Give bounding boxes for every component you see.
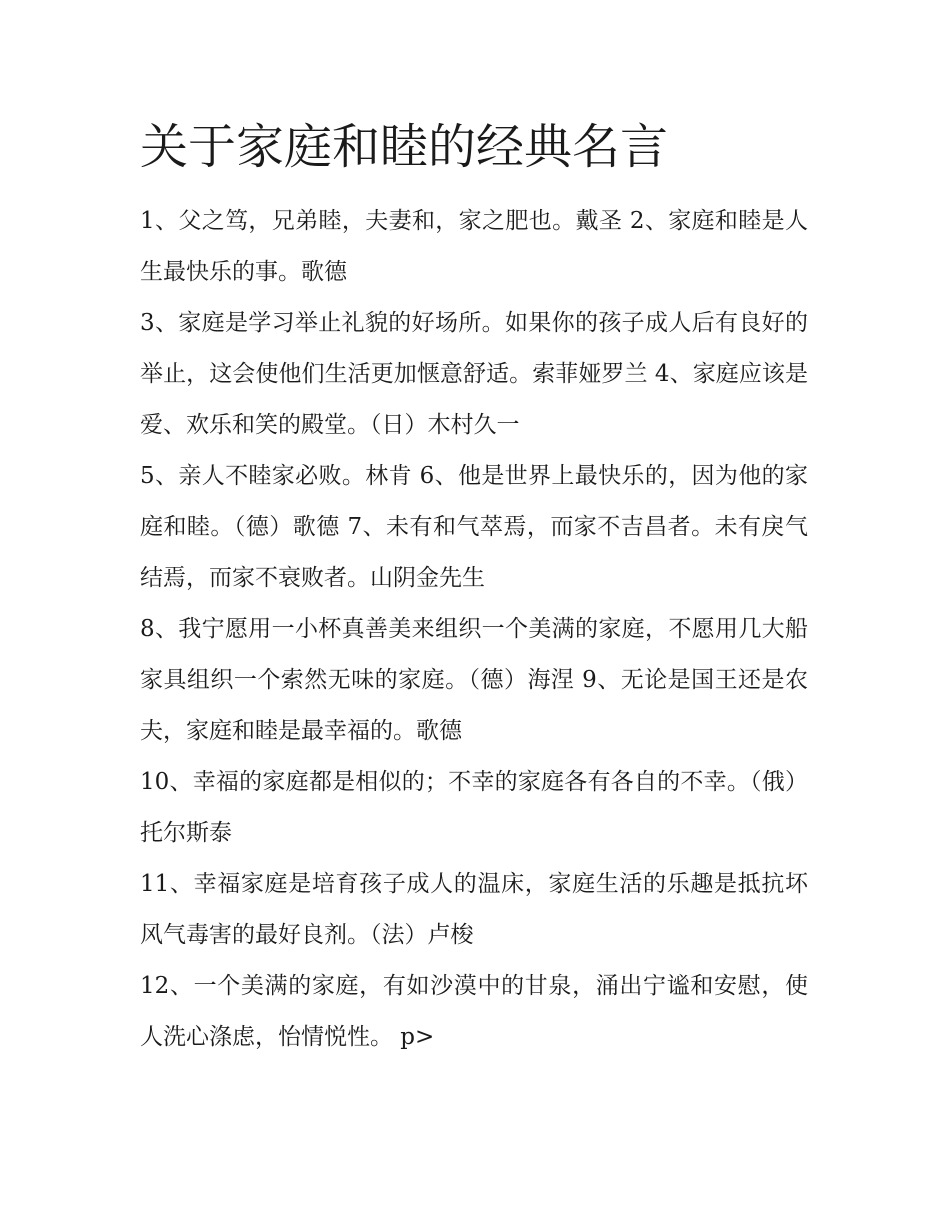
quote-paragraph-4: 8、我宁愿用一小杯真善美来组织一个美满的家庭，不愿用几大船家具组织一个索然无味的家庭。（德）海涅 9、无论是国王还是农夫，家庭和睦是最幸福的。歌德 <box>140 616 808 744</box>
document-page <box>140 112 808 1063</box>
quote-paragraph-2: 3、家庭是学习举止礼貌的好场所。如果你的孩子成人后有良好的举止，这会使他们生活更加惬意舒适。索菲娅罗兰 4、家庭应该是爱、欢乐和笑的殿堂。（日）木村久一 <box>140 310 808 438</box>
quote-paragraph-6: 11、幸福家庭是培育孩子成人的温床，家庭生活的乐趣是抵抗坏风气毒害的最好良剂。（法）卢梭 <box>140 871 808 948</box>
document-title: 关于家庭和睦的经典名言 <box>140 119 669 175</box>
quote-paragraph-5: 10、幸福的家庭都是相似的；不幸的家庭各有各自的不幸。（俄）托尔斯泰 <box>140 769 808 846</box>
quote-paragraph-1: 1、父之笃，兄弟睦，夫妻和，家之肥也。戴圣 2、家庭和睦是人生最快乐的事。歌德 <box>140 208 808 285</box>
quote-paragraph-7: 12、一个美满的家庭，有如沙漠中的甘泉，涌出宁谧和安慰，使人洗心涤虑，怡情悦性。 p> <box>140 973 808 1050</box>
quote-paragraph-3: 5、亲人不睦家必败。林肯 6、他是世界上最快乐的，因为他的家庭和睦。（德）歌德 7、未有和气萃焉，而家不吉昌者。未有戾气结焉，而家不衰败者。山阴金先生 <box>140 463 808 591</box>
